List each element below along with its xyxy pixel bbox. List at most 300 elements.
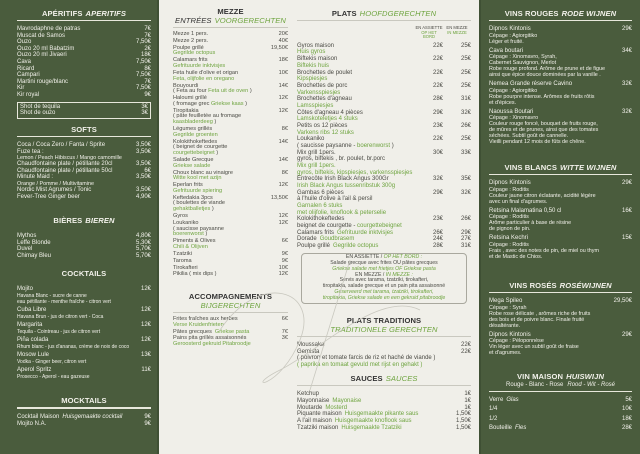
item-description-line: [173, 207, 288, 213]
description-text: et d'agrumes.: [489, 350, 522, 357]
menu-item-header: [17, 39, 151, 46]
translation-text: Griekse kaas: [210, 100, 244, 107]
item-name: Tzatziki maison: [297, 424, 339, 431]
item-name: Feta huile d'olive et origan: [173, 69, 239, 76]
description-text: séchées. Subtil goût de cannelle.: [489, 133, 569, 140]
cocktails-section: [17, 269, 151, 383]
item-name-cell: [297, 190, 415, 197]
title-fr: VIN MAISON: [516, 372, 564, 381]
item-description-line: [173, 133, 288, 139]
menu-item: [489, 397, 632, 404]
item-name: Brochettes d'agneau: [297, 96, 352, 103]
item-description-line: [489, 254, 632, 260]
item-name: Shot de ouzo: [20, 110, 56, 117]
item-price: 14€: [278, 156, 288, 163]
item-price: 10€: [278, 264, 288, 271]
menu-item: [489, 208, 632, 233]
item-name: Retsina Malamatina 0,50 cl: [489, 207, 562, 214]
title-fr: MEZZE: [217, 7, 244, 16]
menu-item: [17, 194, 151, 201]
translation-text: Geroosterd gekruid Pitabroodje: [173, 341, 251, 348]
item-price: 9€: [281, 250, 288, 257]
menu-item: [173, 140, 288, 157]
item-price: 1,50€: [455, 418, 471, 425]
item-price: 12€: [278, 107, 288, 114]
item-name: Leffe Blonde: [17, 239, 51, 246]
item-description-line: [17, 329, 151, 335]
menu-item-header: [17, 52, 151, 59]
item-price: 9€: [281, 257, 288, 264]
item-price: 3€: [141, 103, 148, 110]
item-description-line: [304, 296, 464, 302]
item-name-cell: [17, 168, 125, 175]
item-name: Dipnos Kintonis: [489, 26, 531, 32]
item-name-cell: [297, 110, 415, 117]
menu-item: [173, 272, 288, 278]
item-price: 29€: [432, 109, 443, 116]
item-description-line: [297, 130, 471, 137]
menu-item-header: [297, 411, 471, 418]
menu-item-header: [297, 96, 471, 103]
item-description-line: [489, 72, 632, 78]
translation-text: Lamskoteletjes 4 stuks: [297, 116, 358, 123]
item-name: Ouzo: [17, 39, 32, 46]
title-fr: SOFTS: [71, 125, 97, 134]
item-price: 1€: [464, 397, 471, 404]
item-name: Brochettes de poulet: [297, 69, 353, 76]
translation-text: Feta, olijfolie en oregano: [173, 75, 235, 82]
item-name: Mavrodaphne de patras: [17, 26, 81, 32]
item-name: Verre: [489, 396, 504, 403]
item-name-cell: [17, 233, 125, 240]
item-name: Muscat de Samos: [17, 32, 66, 39]
title-fr: PLATS TRADITIONS: [346, 316, 422, 325]
item-price-mezze: 25€: [460, 69, 471, 76]
item-price: 1,50€: [455, 411, 471, 418]
divider: [173, 27, 288, 28]
item-name: Piña colada: [17, 337, 49, 344]
menu-item: [173, 266, 288, 272]
item-name: Naoussa Boutari: [489, 108, 534, 115]
menu-item: [297, 56, 471, 69]
item-name: Nemea Grande réserve Cavino: [489, 81, 573, 88]
menu-item-header: [489, 332, 632, 339]
menu-item: [173, 221, 288, 238]
translation-text: IN MEZZE :: [385, 271, 413, 278]
mocktails-section: [17, 396, 151, 427]
item-name: Ricard: [17, 65, 35, 72]
description-text: Couleur jaune citron éclatante, acidité légère: [489, 192, 596, 199]
item-name-cell: [17, 26, 125, 33]
item-description-line: [489, 139, 632, 145]
item-name: Cava boutari: [489, 47, 524, 54]
item-description-line: [17, 299, 151, 305]
item-price: 29€: [621, 26, 632, 32]
colors-nl: Rood - Wit - Rosé: [567, 382, 615, 388]
menu-item: [17, 233, 151, 240]
plats-column: [293, 0, 479, 454]
description-text: Cépage : Agiorgitiko: [489, 32, 538, 39]
item-price: 5€: [625, 396, 632, 403]
menu-list: [20, 104, 148, 117]
item-name: Tiropitakia: [173, 107, 199, 114]
item-name: Martini rouge/blanc: [17, 78, 69, 85]
item-price: 9€: [144, 420, 151, 427]
item-price: 13€: [140, 352, 151, 359]
item-name-cell: [489, 406, 606, 413]
item-description-line: [173, 151, 288, 157]
section-title: [489, 9, 632, 18]
item-price: 23€: [432, 216, 443, 223]
item-name-cell: [17, 246, 125, 253]
item-name-cell: [297, 56, 415, 63]
section-title: [489, 163, 632, 172]
item-name: Fever-Tree Ginger beer: [17, 193, 80, 200]
item-name: Tzatziki: [173, 250, 192, 257]
item-price: 23€: [432, 123, 443, 130]
item-name-cell: [17, 187, 125, 194]
menu-item: [17, 26, 151, 33]
menu-item-header: [297, 236, 471, 243]
item-name: Mythos: [17, 233, 37, 239]
translation-text: gehaktballetjes: [173, 206, 211, 213]
item-description-line: [173, 245, 288, 251]
menu-item-header: [17, 421, 151, 428]
menu-item: [297, 236, 471, 243]
item-name-translation: Mayonaise: [332, 397, 362, 404]
item-name: Entrecôte Irish Black Angus 300Gr: [297, 176, 389, 183]
menu-item: [17, 72, 151, 79]
header-mezze: [443, 26, 471, 40]
menu-item: [17, 253, 151, 260]
menu-item: [297, 136, 471, 149]
item-name: 1/4: [489, 406, 498, 413]
item-price: 14€: [278, 82, 288, 89]
description-text: Robe pourpre intense. Arômes de fruits rôtis: [489, 93, 595, 100]
description-text: Léger et fruité.: [489, 38, 524, 45]
menu-item-header: [17, 161, 151, 168]
translation-text: Chili & Olijven: [173, 243, 208, 250]
menu-item-header: [20, 104, 148, 111]
menu-item-header: [17, 367, 151, 374]
item-name-cell: [489, 48, 606, 55]
item-name-cell: [17, 52, 125, 59]
menu-item-header: [297, 230, 471, 237]
title-fr: ACCOMPAGNEMENTS: [188, 292, 273, 301]
item-price: 15€: [621, 235, 632, 242]
item-price: 1€: [464, 391, 471, 397]
title-nl: APERITIFS: [85, 9, 127, 18]
item-name-cell: [489, 81, 606, 88]
item-name: Keftedakia 3pcs: [173, 194, 213, 201]
description-text: beignet de courgette -: [297, 222, 358, 229]
item-name-cell: [173, 252, 264, 258]
divider: [297, 20, 471, 21]
item-name-translation: Huisgemaakte pikante saus: [344, 411, 419, 418]
menu-item-header: [489, 81, 632, 88]
menu-item: [489, 26, 632, 45]
item-price: 13,50€: [270, 194, 288, 201]
menu-item-header: [17, 149, 151, 156]
translation-text: Griekse salade met frietjes OF Griekse pasta: [332, 265, 436, 272]
item-name-cell: [20, 104, 122, 111]
menu-item-header: [297, 190, 471, 197]
translation-text: Varkensspiesjes: [297, 89, 341, 96]
menu-item-header: [17, 85, 151, 92]
item-price: 12€: [140, 286, 151, 292]
item-name-cell: [17, 92, 125, 99]
plats-section: [297, 9, 471, 304]
menu-item-header: [17, 240, 151, 247]
item-name-cell: [173, 32, 264, 38]
item-name: Gambas 6 pièces: [297, 189, 344, 196]
translation-text: Lamsspiesjes: [297, 102, 334, 109]
item-name-cell: [20, 110, 122, 117]
item-name: Piments & Olives: [173, 238, 216, 245]
menu-item-header: [297, 70, 471, 77]
item-name-translation: Huisgemaakte cocktail: [62, 414, 123, 420]
description-text: ): [203, 231, 208, 238]
item-name: Piquante maison: [297, 411, 342, 418]
menu-item-header: [297, 342, 471, 349]
menu-item-header: [17, 337, 151, 344]
item-price-mezze: 26€: [460, 123, 471, 130]
menu-item: [173, 336, 288, 347]
menu-item: [173, 127, 288, 138]
menu-item: [17, 168, 151, 175]
item-description-line: [297, 90, 471, 97]
item-price: 22€: [432, 42, 443, 49]
item-price: 34€: [621, 47, 632, 54]
item-name-cell: [173, 214, 264, 220]
title-fr: SAUCES: [350, 374, 383, 383]
menu-item: [297, 123, 471, 136]
description-text: ( beignet de courgette: [173, 144, 228, 151]
menu-item: [173, 158, 288, 169]
divider: [489, 20, 632, 21]
item-name: Shot de tequila: [20, 103, 61, 110]
item-description-line: [297, 203, 471, 210]
menu-item-header: [297, 136, 471, 143]
item-name: Mix grill 1pers.: [297, 149, 336, 156]
item-price: 12€: [278, 95, 288, 102]
item-price: 26€: [432, 229, 443, 236]
menu-list: [489, 298, 632, 356]
header-mezze-nl: IN MEZZE: [447, 29, 467, 35]
description-text: ): [243, 100, 248, 107]
translation-text: met olijfolie, knoflook & peterselie: [297, 209, 387, 216]
item-description-line: [297, 183, 471, 190]
description-text: de pignon de pin.: [489, 226, 531, 233]
item-name-cell: [297, 176, 415, 183]
item-name-cell: [297, 96, 415, 103]
menu-item-header: [173, 266, 288, 272]
section-title: [297, 9, 471, 18]
menu-item-header: [489, 425, 632, 432]
item-name: Loukaniko: [297, 136, 325, 143]
menu-item: [17, 33, 151, 40]
translation-text: Irish Black Angus tussenribstuk 300g: [297, 182, 396, 189]
item-name: Haloumi grillé: [173, 95, 207, 102]
item-description-line: [173, 323, 288, 329]
menu-item-header: [17, 46, 151, 53]
item-price: 5,70€: [135, 246, 151, 253]
item-price-mezze: 32€: [460, 109, 471, 116]
item-name-translation: Fles: [515, 425, 527, 432]
item-price: 18€: [621, 415, 632, 422]
item-price: 6€: [281, 238, 288, 245]
item-price: 14€: [278, 138, 288, 145]
menu-item-header: [489, 208, 632, 215]
item-price: 12€: [278, 271, 288, 278]
item-name-cell: [17, 85, 125, 92]
mezze-column: [159, 0, 293, 454]
description-text: Cépage : Roditis: [489, 186, 529, 193]
description-text: à l'huile d'olive à l'ail & persil: [297, 196, 373, 203]
translation-text: Gegrilde octopus: [173, 50, 216, 57]
item-name-cell: [17, 337, 125, 344]
title-fr: PLATS: [331, 9, 357, 18]
item-description-line: [173, 102, 288, 108]
item-price-mezze: 33€: [460, 149, 471, 156]
subtitle-fr: ENTRÉES: [175, 15, 212, 25]
item-name: Aperol Spritz: [17, 367, 52, 374]
translation-text: Garnalen 6 stuks: [297, 202, 343, 209]
menu-item: [17, 161, 151, 168]
item-name: Mezze 2 pers.: [173, 37, 209, 44]
item-name: Margarita: [17, 322, 43, 329]
menu-item-header: [17, 414, 151, 421]
description-text: Tequila - Cointreau - jus de citron vert: [17, 328, 101, 335]
item-name: Chimay Bleu: [17, 252, 52, 259]
vins-roses-section: [489, 281, 632, 359]
item-name: Minute Maid :: [17, 174, 54, 181]
menu-item: [173, 84, 288, 95]
item-price: 7,50€: [135, 58, 151, 65]
item-description-line: [17, 314, 151, 320]
description-text: avec un final d'agrumes.: [489, 198, 548, 205]
menu-item-header: [297, 110, 471, 117]
description-text: Cépage : Agiorgitiko: [489, 87, 538, 94]
menu-item-header: [17, 246, 151, 253]
menu-item: [489, 109, 632, 146]
title-nl: WITTE WIJNEN: [560, 163, 617, 172]
item-name: Biftekis maison: [297, 56, 338, 63]
item-description-line: [297, 362, 471, 369]
item-name-cell: [297, 216, 415, 223]
item-name-cell: [297, 70, 415, 77]
menu-item-header: [17, 352, 151, 359]
menu-item-header: [17, 286, 151, 293]
menu-item: [297, 405, 471, 412]
description-text: ( Feta au four: [173, 88, 209, 95]
item-name: Poulpe grillé: [297, 243, 331, 250]
item-price: 19,50€: [270, 44, 288, 51]
item-name-cell: [17, 142, 125, 149]
item-price: 22€: [432, 56, 443, 63]
item-name: Calamars frits: [173, 57, 208, 64]
item-name-cell: [489, 298, 606, 305]
description-text: ainsi que épice douce dominées par la vanille .: [489, 72, 601, 79]
softs-section: [17, 125, 151, 200]
menu-item-header: [17, 194, 151, 201]
menu-item: [489, 180, 632, 205]
title-nl: HUISWIJN: [566, 372, 605, 381]
menu-item-header: [297, 83, 471, 90]
item-description-line: [173, 64, 288, 70]
item-price: 12€: [140, 337, 151, 344]
menu-item: [17, 286, 151, 305]
item-price: 32€: [621, 108, 632, 115]
menu-item: [173, 109, 288, 126]
menu-item: [297, 349, 471, 369]
item-price: 10€: [621, 406, 632, 413]
item-name: Tirokafteri: [173, 264, 198, 271]
item-description-line: [297, 156, 471, 163]
item-price: 7,50€: [135, 85, 151, 92]
item-description-line: [297, 163, 471, 170]
menu-item-header: [17, 59, 151, 66]
item-price: 7€: [144, 78, 151, 85]
menu-item-header: [297, 43, 471, 50]
price-column-headers: [297, 26, 471, 40]
menu-item: [17, 421, 151, 428]
item-price-mezze: 25€: [460, 136, 471, 143]
menu-item-header: [173, 32, 288, 38]
item-name: Frites fraîches aux herbes: [173, 316, 238, 322]
title-nl: BIEREN: [85, 216, 115, 225]
item-name-cell: [489, 397, 606, 404]
divider: [489, 292, 632, 293]
item-price-mezze: 25€: [460, 42, 471, 49]
section-title: [17, 269, 151, 278]
item-name: Pikilia ( mix dips ): [173, 271, 217, 278]
menu-item-header: [17, 26, 151, 33]
section-title: [297, 374, 471, 383]
description-text: ( fromage grec: [173, 100, 211, 107]
menu-item: [297, 190, 471, 216]
item-price: 3,50€: [135, 186, 151, 193]
item-price: 22€: [460, 342, 471, 348]
item-name-cell: [297, 230, 415, 237]
menu-item-header: [20, 110, 148, 117]
item-name: Chaudfontaine plate / pétillante 20cl: [17, 161, 113, 168]
item-description-line: [173, 77, 288, 83]
item-price: 12€: [278, 213, 288, 220]
item-price-mezze: 29€: [460, 229, 471, 236]
item-name-cell: [173, 272, 264, 278]
description-text: Havana Blanc - sucre de canne: [17, 292, 87, 299]
item-description-line: [297, 103, 471, 110]
item-price: 8€: [281, 169, 288, 176]
translation-text: kaasbladerdeeg: [173, 119, 213, 126]
description-text: Salade grecque avec frites OU pâtes grecques: [330, 259, 438, 266]
item-name-cell: [297, 236, 415, 243]
menu-item: [173, 317, 288, 328]
menu-item: [17, 85, 151, 92]
item-name-cell: [173, 266, 264, 272]
item-price: 3€: [141, 110, 148, 117]
item-name-cell: [17, 367, 125, 374]
item-name: Cuba Libre: [17, 307, 47, 314]
title-nl: ROSÉWIJNEN: [559, 281, 612, 290]
menu-item: [297, 230, 471, 237]
item-name: Légumes grillés: [173, 126, 213, 133]
menu-list: [489, 397, 632, 432]
menu-item: [17, 322, 151, 335]
menu-item: [173, 171, 288, 182]
menu-item-header: [297, 398, 471, 405]
